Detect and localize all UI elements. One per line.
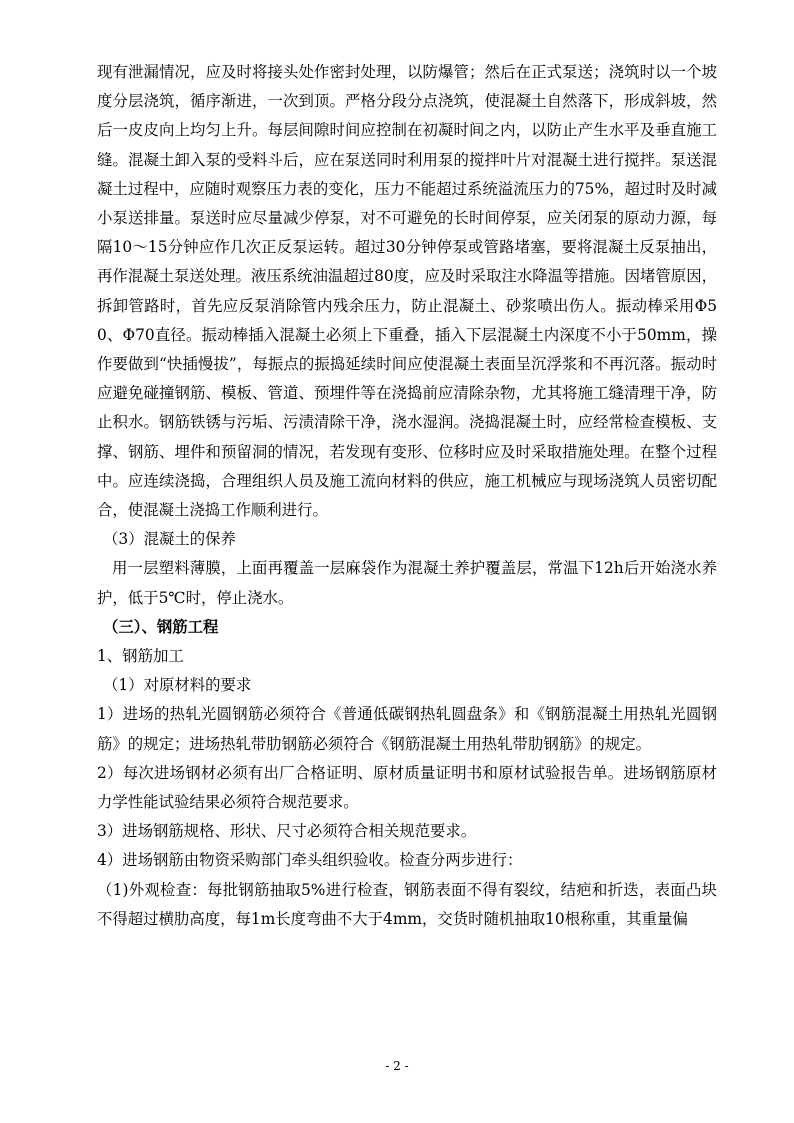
list-item-1: 1）进场的热轧光圆钢筋必须符合《普通低碳钢热轧圆盘条》和《钢筋混凝土用热轧光圆钢筋》的规定；进场热轧带肋钢筋必须符合《钢筋混凝土用热轧带肋钢筋》的规定。 bbox=[97, 705, 717, 753]
paragraph-pumping: 现有泄漏情况，应及时将接头处作密封处理，以防爆管；然后在正式泵送；浇筑时以一个坡度分层浇筑，循序渐进，一次到顶。严格分段分点浇筑，使混凝土自然落下，形成斜坡，然后一皮皮向上均匀上升。每层间隙时间应控制在初凝时间之内，以防止产生水平及垂直施工缝。混凝土卸入泵的受料斗后，应在泵送同时利用泵的搅拌叶片对混凝土进行搅拌。泵送混凝土过程中，应随时观察压力表的变化，压力不能超过系统溢流压力的75%，超过时及时减小泵送排量。泵送时应尽量减少停泵，对不可避免的长时间停泵，应关闭泵的原动力源，每隔10～15分钟应作几次正反泵运转。超过30分钟停泵或管路堵塞，要将混凝土反泵抽出，再作混凝土泵送处理。液压系统油温超过80度，应及时采取注水降温等措施。因堵管原因，拆卸管路时，首先应反泵消除管内残余压力，防止混凝土、砂浆喷出伤人。振动棒采用Φ50、Φ70直径。振动棒插入混凝土必须上下重叠，插入下层混凝土内深度不小于50mm，操作要做到“快插慢拔”，每振点的振捣延续时间应使混凝土表面呈沉浮浆和不再沉落。振动时应避免碰撞钢筋、模板、管道、预埋件等在浇捣前应清除杂物，尤其将施工缝清理干净，防止积水。钢筋铁锈与污垢、污渍清除干净，浇水湿润。浇捣混凝土时，应经常检查模板、支撑、钢筋、埋件和预留洞的情况，若发现有变形、位移时应及时采取措施处理。在整个过程中。应连续浇捣，合理组织人员及施工流向材料的供应，施工机械应与现场浇筑人员密切配合，使混凝土浇捣工作顺利进行。 bbox=[97, 63, 717, 520]
subheading-rebar-processing: 1、钢筋加工 bbox=[97, 647, 184, 666]
subheading-raw-material: （1）对原材料的要求 bbox=[103, 676, 252, 695]
list-item-3: 3）进场钢筋规格、形状、尺寸必须符合相关规范要求。 bbox=[97, 822, 477, 841]
list-item-2: 2）每次进场钢材必须有出厂合格证明、原材质量证明书和原材试验报告单。进场钢筋原材力学性能试验结果必须符合规范要求。 bbox=[97, 763, 717, 812]
section-heading-rebar: （三）、钢筋工程 bbox=[103, 617, 219, 636]
list-item-4: 4）进场钢筋由物资采购部门牵头组织验收。检查分两步进行： bbox=[97, 851, 523, 870]
document-body bbox=[97, 58, 717, 934]
paragraph-visual-inspection: （1)外观检查：每批钢筋抽取5%进行检查，钢筋表面不得有裂纹，结疤和折迭，表面凸块不得超过横肋高度，每1m长度弯曲不大于4mm，交货时随机抽取10根称重，其重量偏 bbox=[97, 880, 717, 928]
paragraph-curing: 用一层塑料薄膜，上面再覆盖一层麻袋作为混凝土养护覆盖层，常温下12h后开始浇水养护，低于5℃时，停止浇水。 bbox=[97, 559, 717, 607]
page-number: - 2 - bbox=[385, 1059, 409, 1073]
subheading-curing: （3）混凝土的保养 bbox=[103, 530, 236, 549]
